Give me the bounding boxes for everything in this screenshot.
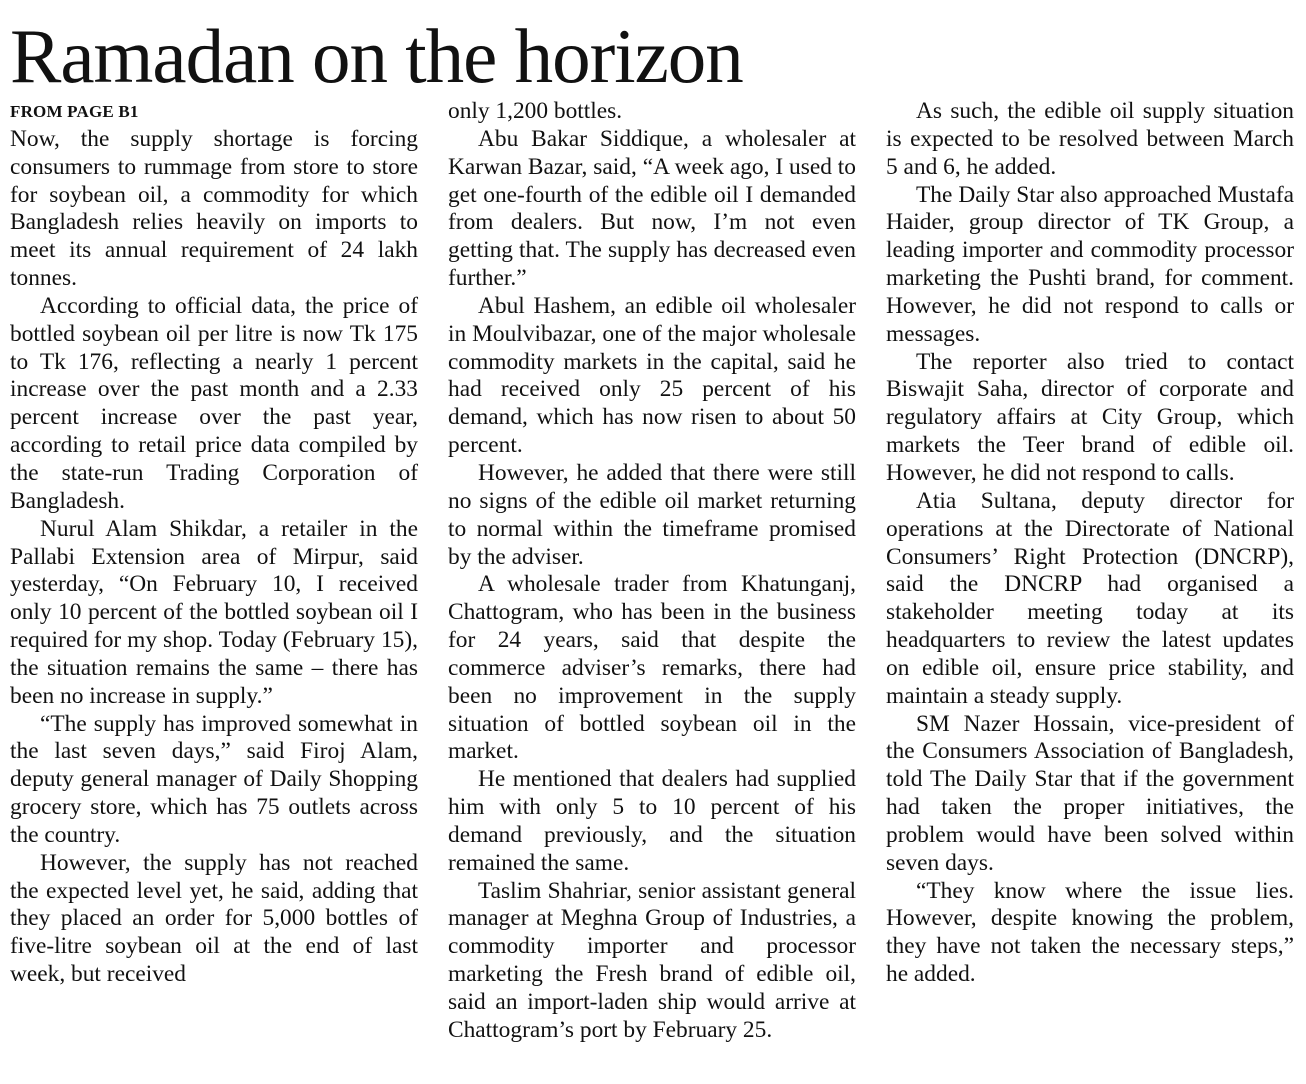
paragraph: Atia Sultana, deputy director for operations at the Directorate of National Consumers’ Right Protection (DNCRP), said the DNCRP had organised a stakeholder meeting today at its headquarters to review the latest updates on edible oil, ensure price stability, and maintain a steady supply. [886, 487, 1294, 709]
paragraph: Abul Hashem, an edible oil wholesaler in Moulvibazar, one of the major wholesale commodity markets in the capital, said he had received only 25 percent of his demand, which has now risen to about 50 percent. [448, 292, 856, 459]
paragraph: Abu Bakar Siddique, a wholesaler at Karwan Bazar, said, “A week ago, I used to get one-fourth of the edible oil I demanded from dealers. But now, I’m not even getting that. The supply has decreased even further.” [448, 125, 856, 292]
paragraph: The reporter also tried to contact Biswajit Saha, director of corporate and regulatory affairs at City Group, which markets the Teer brand of edible oil. However, he did not respond to calls. [886, 348, 1294, 486]
paragraph: However, the supply has not reached the expected level yet, he said, adding that they placed an order for 5,000 bottles of five-litre soybean oil at the end of last week, but received [10, 849, 418, 988]
paragraph: He mentioned that dealers had supplied him with only 5 to 10 percent of his demand previously, and the situation remained the same. [448, 766, 856, 876]
paragraph: only 1,200 bottles. [448, 98, 623, 124]
paragraph: A wholesale trader from Khatunganj, Chattogram, who has been in the business for 24 years, said that despite the commerce adviser’s remarks, there had been no improvement in the supply situation of bottled soybean oil in the market. [448, 571, 856, 765]
paragraph: According to official data, the price of bottled soybean oil per litre is now Tk 175 to Tk 176, reflecting a nearly 1 percent increase over the past month and a 2.33 percent increase over the past year, according to retail price data compiled by the state-run Trading Corporation of Bangladesh. [10, 292, 418, 514]
paragraph: Taslim Shahriar, senior assistant general manager at Meghna Group of Industries, a commodity importer and processor marketing the Fresh brand of edible oil, said an import-laden ship would arrive at Chattogram’s port by February 25. [448, 877, 856, 1043]
article-column-2 [448, 98, 856, 1045]
article-column-3 [886, 98, 1294, 989]
paragraph: “The supply has improved somewhat in the last seven days,” said Firoj Alam, deputy general manager of Daily Shopping grocery store, which has 75 outlets across the country. [10, 710, 418, 848]
jump-label: FROM PAGE B1 [10, 102, 139, 121]
paragraph: “They know where the issue lies. However, despite knowing the problem, they have not taken the necessary steps,” he added. [886, 877, 1294, 988]
paragraph: As such, the edible oil supply situation is expected to be resolved between March 5 and 6, he added. [886, 98, 1294, 180]
paragraph: SM Nazer Hossain, vice-president of the Consumers Association of Bangladesh, told The Daily Star that if the government had taken the proper initiatives, the problem would have been solved within seven days. [886, 710, 1294, 876]
headline: Ramadan on the horizon [10, 13, 743, 99]
article-column-1 [10, 98, 418, 989]
paragraph: The Daily Star also approached Mustafa Haider, group director of TK Group, a leading importer and commodity processor marketing the Pushti brand, for comment. However, he did not respond to calls or messages. [886, 181, 1294, 347]
paragraph: Now, the supply shortage is forcing consumers to rummage from store to store for soybean oil, a commodity for which Bangladesh relies heavily on imports to meet its annual requirement of 24 lakh tonnes. [10, 125, 418, 292]
paragraph: Nurul Alam Shikdar, a retailer in the Pallabi Extension area of Mirpur, said yesterday, “On February 10, I received only 10 percent of the bottled soybean oil I required for my shop. Today (February 15), the situation remains the same – there has been no increase in supply.” [10, 515, 418, 709]
paragraph: However, he added that there were still no signs of the edible oil market returning to normal within the timeframe promised by the adviser. [448, 459, 856, 570]
